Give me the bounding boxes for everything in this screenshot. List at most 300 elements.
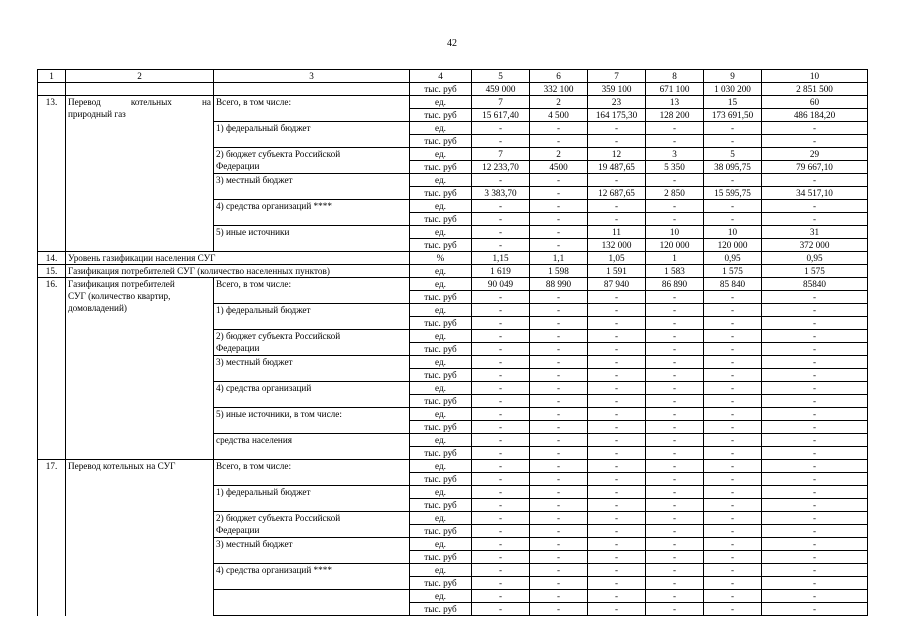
unit-cell: тыс. руб [410,369,472,382]
source-label: Всего, в том числе: [214,278,410,304]
value-cell: 15 617,40 [472,109,530,122]
value-cell: - [646,486,704,499]
value-cell: - [704,538,762,551]
value-cell: - [472,356,530,369]
value-cell: 359 100 [588,83,646,96]
value-cell: 12 233,70 [472,161,530,174]
value-cell: 87 940 [588,278,646,291]
unit-cell: ед. [410,512,472,525]
column-number: 1 [38,70,66,83]
value-cell: 0,95 [704,252,762,265]
unit-cell: тыс. руб [410,213,472,226]
value-cell: - [704,343,762,356]
value-cell: - [472,122,530,135]
value-cell: - [704,291,762,304]
value-cell: - [530,382,588,395]
unit-cell: тыс. руб [410,135,472,148]
value-cell: - [646,135,704,148]
value-cell: - [530,395,588,408]
source-label: 5) иные источники, в том числе: [214,408,410,434]
value-cell: - [530,434,588,447]
value-cell: - [588,434,646,447]
value-cell: - [646,213,704,226]
empty-cell [38,83,66,96]
value-cell: - [646,304,704,317]
value-cell: 34 517,10 [762,187,868,200]
value-cell: - [588,122,646,135]
value-cell: - [762,447,868,460]
value-cell: - [588,486,646,499]
value-cell: 1,1 [530,252,588,265]
value-cell: - [704,564,762,577]
column-number: 10 [762,70,868,83]
value-cell: - [762,135,868,148]
value-cell: - [472,200,530,213]
section-title-line: Перевод котельных на [68,97,211,107]
value-cell: - [646,317,704,330]
section-title-line: домовладений) [68,303,127,313]
value-cell: 1 030 200 [704,83,762,96]
value-cell: - [472,291,530,304]
value-cell: - [646,434,704,447]
row-number: 14. [38,252,66,265]
value-cell: - [588,538,646,551]
value-cell: - [704,369,762,382]
value-cell: - [646,551,704,564]
unit-cell: ед. [410,265,472,278]
table-row [38,83,868,96]
source-label [214,148,410,174]
source-label: 1) федеральный бюджет [214,486,410,512]
value-cell: - [704,356,762,369]
value-cell: - [588,447,646,460]
value-cell: - [530,213,588,226]
source-label [214,590,410,616]
value-cell: - [530,538,588,551]
row-number: 13. [38,96,66,252]
value-cell: 1 583 [646,265,704,278]
value-cell: - [530,460,588,473]
value-cell: - [704,460,762,473]
value-cell: 4 500 [530,109,588,122]
value-cell: - [646,408,704,421]
value-cell: - [762,343,868,356]
value-cell: - [646,499,704,512]
value-cell: - [588,460,646,473]
value-cell: - [472,473,530,486]
value-cell: 7 [472,148,530,161]
unit-cell: ед. [410,200,472,213]
unit-cell: тыс. руб [410,291,472,304]
value-cell: - [588,603,646,616]
value-cell: - [530,317,588,330]
value-cell: - [646,564,704,577]
value-cell: 1 575 [704,265,762,278]
value-cell: - [530,369,588,382]
value-cell: 79 667,10 [762,161,868,174]
source-label: Всего, в том числе: [214,460,410,486]
value-cell: - [472,226,530,239]
value-cell: - [588,590,646,603]
value-cell: - [588,291,646,304]
value-cell: 164 175,30 [588,109,646,122]
value-cell: - [646,330,704,343]
value-cell: - [472,447,530,460]
value-cell: 2 851 500 [762,83,868,96]
source-label: Всего, в том числе: [214,96,410,122]
unit-cell: ед. [410,486,472,499]
unit-cell: ед. [410,434,472,447]
value-cell: - [588,473,646,486]
value-cell: - [588,213,646,226]
section-title: Перевод котельных на СУГ [66,460,214,616]
source-label: 3) местный бюджет [214,538,410,564]
value-cell: 23 [588,96,646,109]
unit-cell: ед. [410,122,472,135]
value-cell: - [646,200,704,213]
value-cell: - [704,421,762,434]
value-cell: - [646,460,704,473]
value-cell: 90 049 [472,278,530,291]
value-cell: - [472,551,530,564]
value-cell: - [530,577,588,590]
row-number: 17. [38,460,66,616]
value-cell: - [762,421,868,434]
value-cell: - [704,122,762,135]
source-label [214,512,410,538]
section-title-line: природный газ [68,109,126,119]
value-cell: 11 [588,226,646,239]
unit-cell: тыс. руб [410,317,472,330]
section-title [66,278,214,460]
value-cell: 173 691,50 [704,109,762,122]
source-label: 4) средства организаций **** [214,564,410,590]
value-cell: - [762,512,868,525]
value-cell: - [588,200,646,213]
value-cell: - [646,512,704,525]
value-cell: 88 990 [530,278,588,291]
value-cell: - [472,525,530,538]
value-cell: - [762,551,868,564]
source-label [214,330,410,356]
value-cell: - [704,213,762,226]
value-cell: - [588,330,646,343]
value-cell: 1 591 [588,265,646,278]
value-cell: 29 [762,148,868,161]
value-cell: 31 [762,226,868,239]
value-cell: - [704,330,762,343]
value-cell: 2 850 [646,187,704,200]
value-cell: - [588,356,646,369]
value-cell: 1 598 [530,265,588,278]
value-cell: - [472,330,530,343]
value-cell: - [762,577,868,590]
value-cell: - [762,525,868,538]
value-cell: - [472,382,530,395]
value-cell: - [588,317,646,330]
empty-cell [66,83,214,96]
value-cell: 0,95 [762,252,868,265]
value-cell: 15 595,75 [704,187,762,200]
value-cell: - [762,603,868,616]
value-cell: - [762,122,868,135]
value-cell: - [530,135,588,148]
unit-cell: тыс. руб [410,577,472,590]
header-row [38,70,868,83]
source-label-line: 2) бюджет субъекта Российской [216,331,341,341]
value-cell: - [530,226,588,239]
value-cell: - [646,122,704,135]
value-cell: - [588,395,646,408]
value-cell: - [646,356,704,369]
source-label: 1) федеральный бюджет [214,304,410,330]
value-cell: - [646,473,704,486]
value-cell: - [704,200,762,213]
value-cell: - [646,382,704,395]
unit-cell: тыс. руб [410,83,472,96]
section-title [66,96,214,252]
value-cell: - [762,330,868,343]
value-cell: 3 383,70 [472,187,530,200]
value-cell: - [762,174,868,187]
value-cell: 671 100 [646,83,704,96]
column-number: 2 [66,70,214,83]
table-row [38,460,868,473]
value-cell: - [588,577,646,590]
value-cell: - [472,421,530,434]
unit-cell: ед. [410,278,472,291]
unit-cell: тыс. руб [410,499,472,512]
unit-cell: тыс. руб [410,109,472,122]
value-cell: - [588,525,646,538]
value-cell: - [704,512,762,525]
column-number: 4 [410,70,472,83]
source-label: средства населения [214,434,410,460]
value-cell: 15 [704,96,762,109]
value-cell: - [472,343,530,356]
section-title: Уровень газификации населения СУГ [66,252,410,265]
value-cell: - [762,408,868,421]
value-cell: 1 619 [472,265,530,278]
value-cell: - [704,317,762,330]
value-cell: - [472,460,530,473]
value-cell: - [472,395,530,408]
value-cell: - [704,304,762,317]
value-cell: - [646,525,704,538]
unit-cell: ед. [410,174,472,187]
value-cell: - [530,330,588,343]
value-cell: - [472,135,530,148]
value-cell: - [762,590,868,603]
source-label-line: 2) бюджет субъекта Российской [216,513,341,523]
value-cell: - [704,525,762,538]
value-cell: - [762,564,868,577]
row-number: 16. [38,278,66,460]
source-label-line: 2) бюджет субъекта Российской [216,149,341,159]
value-cell: 10 [646,226,704,239]
value-cell: - [762,538,868,551]
value-cell: - [530,343,588,356]
value-cell: 332 100 [530,83,588,96]
value-cell: - [530,356,588,369]
value-cell: - [530,239,588,252]
column-number: 3 [214,70,410,83]
value-cell: - [530,447,588,460]
value-cell: - [704,551,762,564]
value-cell: - [530,122,588,135]
value-cell: 3 [646,148,704,161]
value-cell: - [530,603,588,616]
table-row [38,252,868,265]
value-cell: - [646,369,704,382]
unit-cell: тыс. руб [410,473,472,486]
value-cell: - [472,590,530,603]
value-cell: 128 200 [646,109,704,122]
value-cell: - [646,603,704,616]
column-number: 9 [704,70,762,83]
unit-cell: ед. [410,538,472,551]
value-cell: - [472,564,530,577]
value-cell: - [762,356,868,369]
value-cell: - [762,499,868,512]
value-cell: - [704,590,762,603]
value-cell: - [472,174,530,187]
value-cell: - [704,577,762,590]
value-cell: - [472,239,530,252]
value-cell: 2 [530,148,588,161]
value-cell: - [472,304,530,317]
value-cell: - [762,369,868,382]
value-cell: 13 [646,96,704,109]
source-label-line: Федерации [216,161,260,171]
value-cell: - [588,564,646,577]
column-number: 6 [530,70,588,83]
page-number: 42 [447,38,457,49]
value-cell: - [704,434,762,447]
value-cell: 120 000 [704,239,762,252]
value-cell: - [646,590,704,603]
value-cell: - [588,512,646,525]
value-cell: - [646,421,704,434]
value-cell: - [472,499,530,512]
value-cell: - [704,473,762,486]
unit-cell: тыс. руб [410,239,472,252]
value-cell: - [762,304,868,317]
empty-cell [214,83,410,96]
value-cell: - [588,135,646,148]
value-cell: 19 487,65 [588,161,646,174]
value-cell: - [588,174,646,187]
value-cell: 38 095,75 [704,161,762,174]
section-title-line: СУГ (количество квартир, [68,291,171,301]
value-cell: - [588,408,646,421]
unit-cell: % [410,252,472,265]
value-cell: - [704,499,762,512]
value-cell: 132 000 [588,239,646,252]
value-cell: 85840 [762,278,868,291]
unit-cell: тыс. руб [410,161,472,174]
value-cell: - [762,200,868,213]
value-cell: 120 000 [646,239,704,252]
unit-cell: ед. [410,356,472,369]
value-cell: 459 000 [472,83,530,96]
value-cell: 12 687,65 [588,187,646,200]
value-cell: - [704,408,762,421]
source-label: 4) средства организаций **** [214,200,410,226]
value-cell: - [762,382,868,395]
value-cell: - [530,486,588,499]
value-cell: 7 [472,96,530,109]
value-cell: - [472,369,530,382]
value-cell: - [762,395,868,408]
value-cell: - [646,538,704,551]
unit-cell: ед. [410,226,472,239]
source-label-line: Федерации [216,343,260,353]
value-cell: - [530,525,588,538]
value-cell: - [646,395,704,408]
value-cell: - [472,434,530,447]
column-number: 5 [472,70,530,83]
value-cell: 10 [704,226,762,239]
source-label: 4) средства организаций [214,382,410,408]
value-cell: - [472,577,530,590]
value-cell: - [588,369,646,382]
value-cell: 60 [762,96,868,109]
value-cell: - [530,512,588,525]
column-number: 8 [646,70,704,83]
value-cell: 1 575 [762,265,868,278]
value-cell: - [530,187,588,200]
source-label-line: Федерации [216,525,260,535]
value-cell: - [472,538,530,551]
value-cell: - [530,499,588,512]
value-cell: - [762,473,868,486]
unit-cell: тыс. руб [410,525,472,538]
value-cell: - [588,382,646,395]
source-label: 5) иные источники [214,226,410,252]
value-cell: - [530,291,588,304]
value-cell: - [704,135,762,148]
source-label: 3) местный бюджет [214,174,410,200]
value-cell: - [588,343,646,356]
value-cell: 486 184,20 [762,109,868,122]
table-body [38,70,868,616]
value-cell: - [646,447,704,460]
value-cell: - [530,421,588,434]
row-number: 15. [38,265,66,278]
value-cell: - [588,551,646,564]
value-cell: - [762,213,868,226]
value-cell: 5 [704,148,762,161]
value-cell: 2 [530,96,588,109]
value-cell: 1 [646,252,704,265]
value-cell: - [530,304,588,317]
value-cell: - [472,603,530,616]
value-cell: - [530,408,588,421]
unit-cell: тыс. руб [410,551,472,564]
unit-cell: тыс. руб [410,343,472,356]
value-cell: - [646,174,704,187]
value-cell: 1,05 [588,252,646,265]
value-cell: - [762,486,868,499]
value-cell: 4500 [530,161,588,174]
value-cell: - [530,200,588,213]
table-row [38,96,868,109]
unit-cell: ед. [410,330,472,343]
value-cell: - [762,460,868,473]
unit-cell: тыс. руб [410,187,472,200]
value-cell: 1,15 [472,252,530,265]
